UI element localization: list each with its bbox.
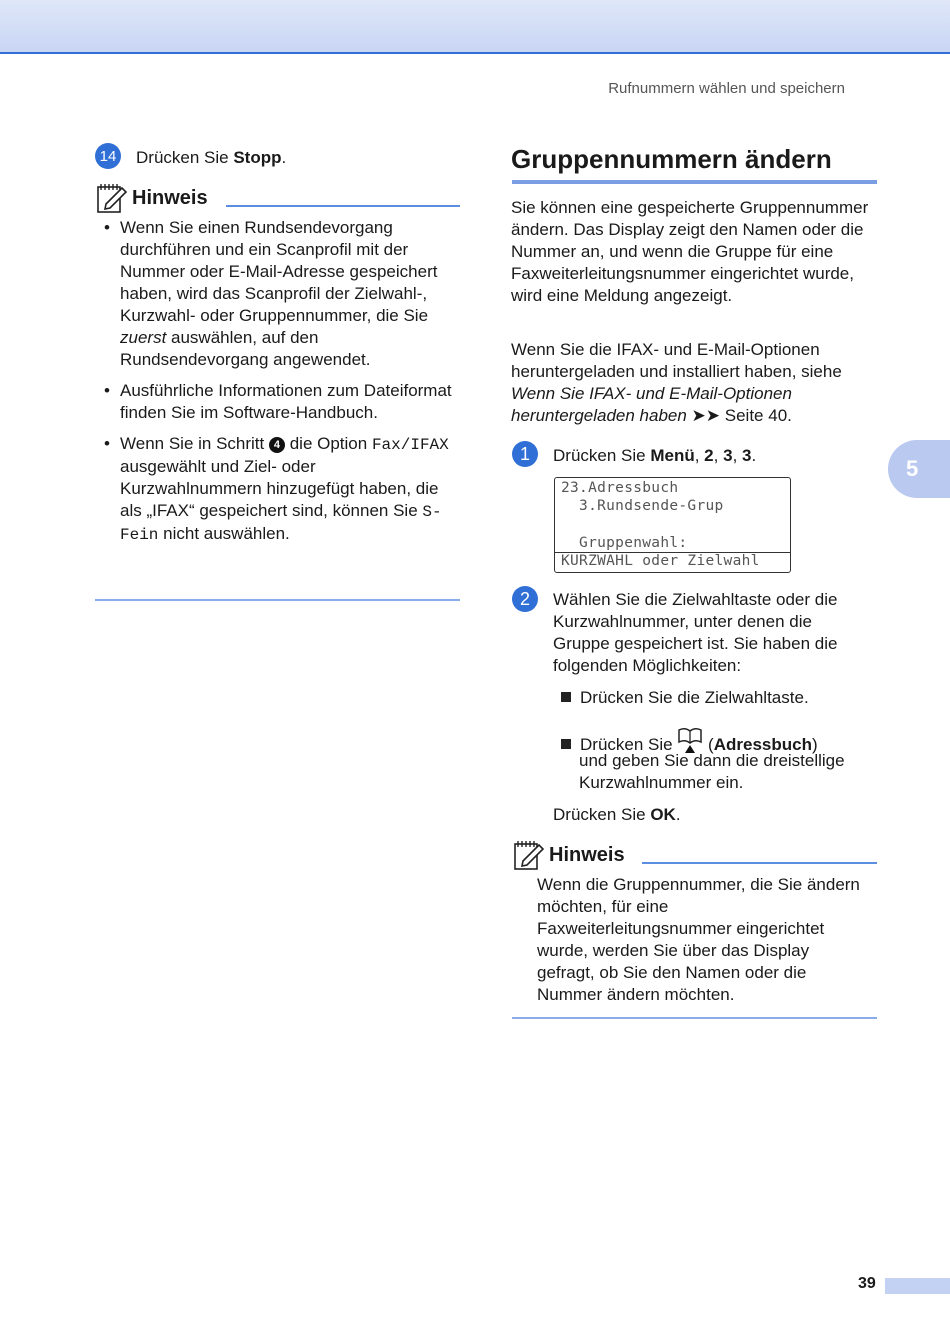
step-14-badge: 14 xyxy=(95,143,121,169)
step-2-badge: 2 xyxy=(512,586,538,612)
top-banner xyxy=(0,0,950,54)
step-1-badge: 1 xyxy=(512,441,538,467)
cross-reference-link[interactable]: Wenn Sie IFAX- und E-Mail-Optionen heruntergeladen haben xyxy=(511,384,792,425)
lcd-line-1: 23.Adressbuch xyxy=(561,480,679,496)
page-number: 39 xyxy=(858,1275,876,1292)
press-ok-text: Drücken Sie OK. xyxy=(553,805,681,824)
note-title: Hinweis xyxy=(132,186,208,209)
lcd-line-3: Gruppenwahl: xyxy=(561,535,688,551)
intro-paragraph: Sie können eine gespeicherte Gruppennummer ändern. Das Display zeigt den Namen oder die Nummer an, und wenn die Gruppe für eine Faxweiterleitungsnummer eingerichtet wurde, wird eine Meldung angezeigt. xyxy=(511,198,869,305)
note-end-rule xyxy=(95,599,460,601)
option-2: Drücken Sie (Adressbuch) xyxy=(561,726,881,756)
list-item: • Wenn Sie in Schritt 4 die Option Fax/IFAX ausgewählt und Ziel- oder Kurzwahlnummern hinzugefügt haben, die als „IFAX“ gespeichert sind, können Sie S-Fein nicht auswählen. xyxy=(104,433,454,546)
lcd-line-2: 3.Rundsende-Grup xyxy=(561,498,724,514)
note-rule xyxy=(226,205,460,207)
section-title: Gruppennummern ändern xyxy=(511,144,832,174)
option-2-continuation: und geben Sie dann die dreistellige Kurzwahlnummer ein. xyxy=(579,751,845,792)
step-2-text: Wählen Sie die Zielwahltaste oder die Kurzwahlnummer, unter denen die Gruppe gespeichert ist. Sie haben die folgenden Möglichkeiten: xyxy=(553,590,838,675)
ifax-paragraph: Wenn Sie die IFAX- und E-Mail-Optionen heruntergeladen und installiert haben, siehe Wenn Sie IFAX- und E-Mail-Optionen heruntergeladen haben ➤➤ Seite 40. xyxy=(511,340,842,425)
section-title-rule xyxy=(512,180,877,184)
note-pencil-icon xyxy=(96,182,128,214)
step-1-text: Drücken Sie Menü, 2, 3, 3. xyxy=(553,446,757,465)
note-text-right: Wenn die Gruppennummer, die Sie ändern möchten, für eine Faxweiterleitungsnummer eingerichtet wurde, werden Sie über das Display gefragt, ob Sie den Namen oder die Nummer ändern möchten. xyxy=(537,875,860,1004)
square-bullet-icon xyxy=(561,692,571,702)
option-1: Drücken Sie die Zielwahltaste. xyxy=(561,687,809,709)
note-rule xyxy=(642,862,877,864)
note-end-rule xyxy=(512,1017,877,1019)
page-number-bar xyxy=(885,1278,950,1294)
step-14-text: Drücken Sie Stopp. xyxy=(136,148,287,167)
running-header: Rufnummern wählen und speichern xyxy=(608,80,845,97)
step-ref-icon: 4 xyxy=(269,437,285,453)
list-item: • Ausführliche Informationen zum Dateiformat finden Sie im Software-Handbuch. xyxy=(104,380,454,424)
note-heading-left xyxy=(96,182,208,214)
list-item: • Wenn Sie einen Rundsendevorgang durchführen und ein Scanprofil mit der Nummer oder E-Mail-Adresse gespeichert haben, wird das Scanprofil der Zielwahl-, Kurzwahl- oder Gruppennummer, die Sie zuerst auswählen, auf den Rundsendevorgang angewendet. xyxy=(104,217,454,371)
chapter-tab[interactable]: 5 xyxy=(888,440,950,498)
square-bullet-icon xyxy=(561,739,571,749)
lcd-line-4: KURZWAHL oder Zielwahl xyxy=(555,552,790,569)
note-bullet-list xyxy=(104,217,454,555)
note-title: Hinweis xyxy=(549,843,625,866)
lcd-display xyxy=(554,477,791,573)
note-pencil-icon xyxy=(513,839,545,871)
note-heading-right xyxy=(513,839,625,871)
